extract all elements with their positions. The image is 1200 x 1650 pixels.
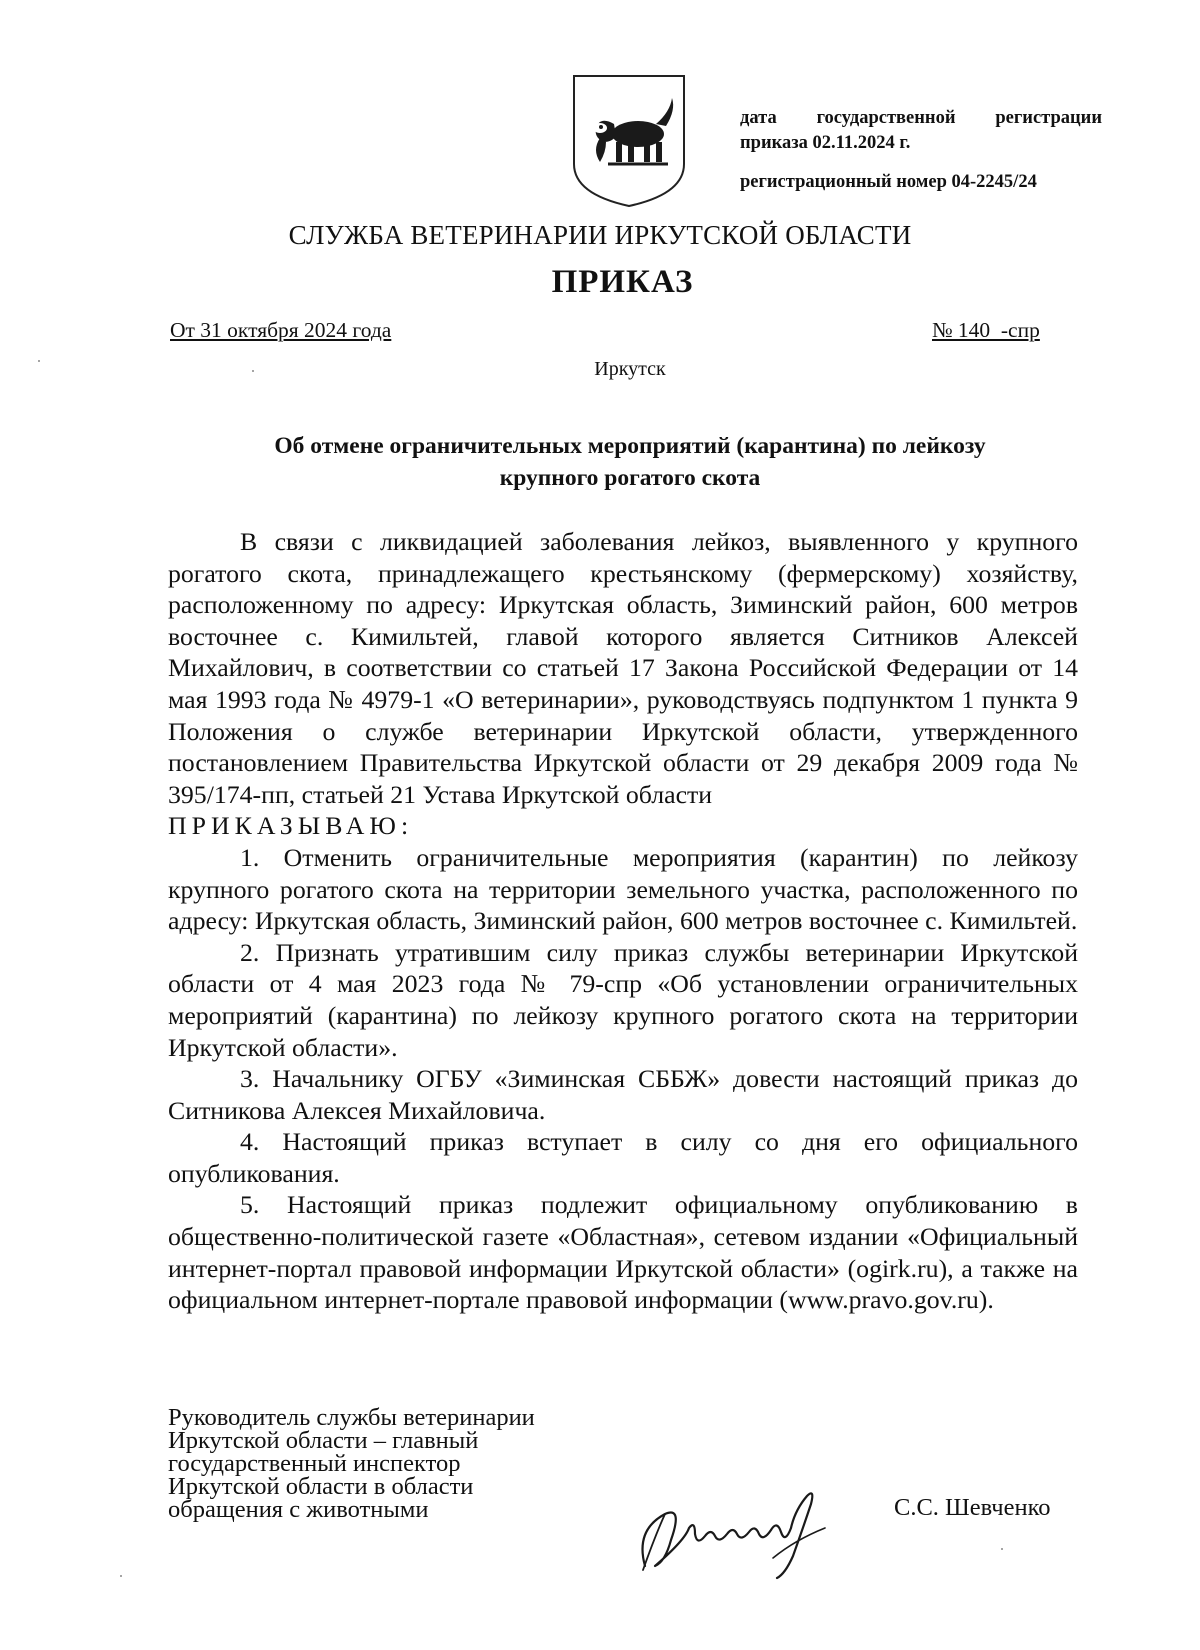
order-item: 2. Признать утратившим силу приказ службы ветеринарии Иркутской области от 4 мая 2023 года № 79-спр «Об установлении ограничительных мероприятий (карантина) по лейкозу крупного рогатого скота на территории Иркутской области». — [168, 937, 1078, 1062]
signer-position-line: Иркутской области – главный — [168, 1427, 479, 1454]
order-item: 4. Настоящий приказ вступает в силу со дня его официального опубликования. — [168, 1127, 1078, 1188]
order-word: ПРИКАЗЫВАЮ: — [168, 811, 414, 841]
order-body — [168, 526, 1078, 1316]
scan-speck — [120, 1575, 122, 1577]
order-title — [180, 430, 1080, 494]
order-city: Иркутск — [594, 358, 666, 380]
registration-number: регистрационный номер 04-2245/24 — [740, 172, 1037, 192]
registration-date: приказа 02.11.2024 г. — [740, 133, 911, 153]
signer-name: С.С. Шевченко — [894, 1494, 1051, 1521]
scan-speck — [252, 370, 254, 372]
order-item: 1. Отменить ограничительные мероприятия (карантин) по лейкозу крупного рогатого скота на территории земельного участка, расположенного по адресу: Иркутская область, Зиминский район, 600 метров восточнее с. Кимильтей. — [168, 842, 1078, 936]
scan-speck — [1001, 1548, 1003, 1550]
order-title-line: Об отмене ограничительных мероприятий (карантина) по лейкозу — [274, 433, 986, 459]
order-item: 3. Начальнику ОГБУ «Зиминская СББЖ» довести настоящий приказ до Ситникова Алексея Михайловича. — [168, 1064, 1078, 1125]
signer-position-line: Иркутской области в области — [168, 1473, 474, 1500]
registration-date-label: дата государственной регистрации — [740, 108, 1102, 128]
order-number: № 140 -спр — [932, 318, 1040, 342]
registration-block — [740, 106, 1102, 195]
order-date: От 31 октября 2024 года — [170, 318, 392, 342]
signer-position-line: государственный инспектор — [168, 1450, 461, 1477]
preamble-paragraph: В связи с ликвидацией заболевания лейкоз, выявленного у крупного рогатого скота, принадлежащего крестьянскому (фермерскому) хозяйству, расположенному по адресу: Иркутская область, Зиминский район, 600 метров восточнее с. Кимильтей, главой которого является Ситников Алексей Михайлович, в соответствии со статьей 17 Закона Российской Федерации от 14 мая 1993 года № 4979-1 «О ветеринарии», руководствуясь подпунктом 1 пункта 9 Положения о службе ветеринарии Иркутской области, утвержденного постановлением Правительства Иркутской области от 29 декабря 2009 года № 395/174-пп, статьей 21 Устава Иркутской области — [168, 527, 1078, 809]
signer-position-line: обращения с животными — [168, 1496, 429, 1523]
order-title-line: крупного рогатого скота — [499, 465, 761, 491]
handwritten-signature — [625, 1470, 840, 1580]
document-type: ПРИКАЗ — [551, 264, 694, 300]
order-item: 5. Настоящий приказ подлежит официальному опубликованию в общественно-политической газете «Областная», сетевом издании «Официальный интернет-портал правовой информации Иркутской области» (ogirk.ru), а также на официальном интернет-портале правовой информации (www.pravo.gov.ru). — [168, 1190, 1078, 1315]
signer-position-line: Руководитель службы ветеринарии — [168, 1404, 535, 1431]
coat-of-arms-icon — [570, 72, 688, 210]
agency-name: СЛУЖБА ВЕТЕРИНАРИИ ИРКУТСКОЙ ОБЛАСТИ — [288, 220, 912, 250]
signer-position — [168, 1406, 598, 1521]
scan-speck — [38, 360, 40, 362]
